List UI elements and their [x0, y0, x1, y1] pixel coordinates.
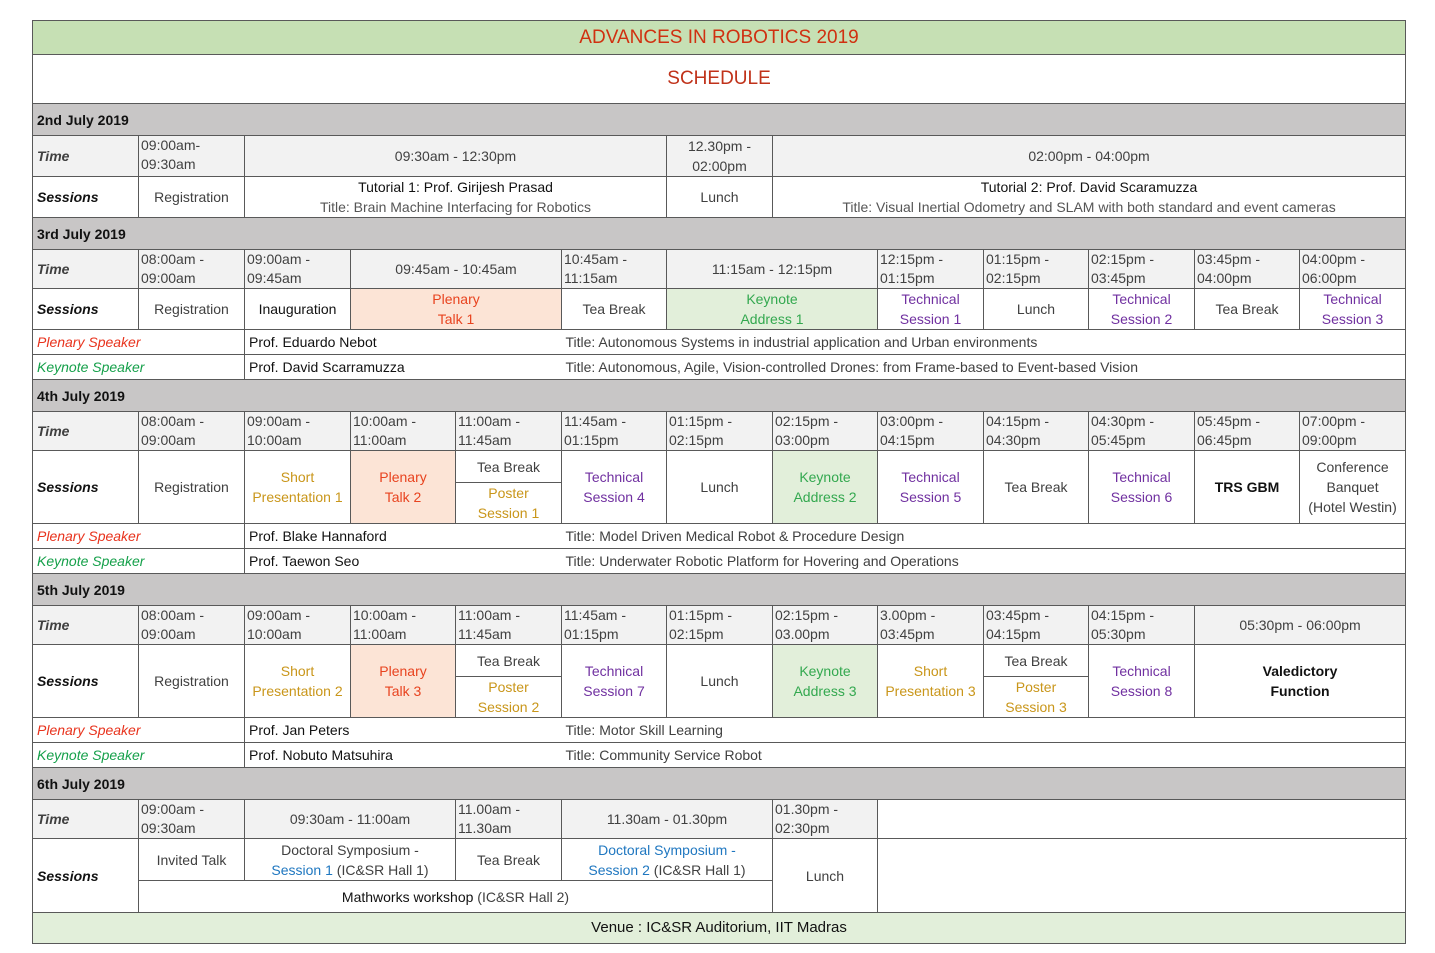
time-slot: 09:00am - 09:30am — [139, 800, 245, 839]
conference-title: ADVANCES IN ROBOTICS 2019 — [33, 21, 1406, 55]
tea-break-cell: Tea Break — [456, 451, 562, 483]
session-cell: Tea Break — [562, 289, 667, 330]
keynote-speaker-label: Keynote Speaker — [33, 549, 245, 574]
banquet-venue: (Hotel Westin) — [1308, 499, 1397, 515]
plenary-talk-title: Title: Autonomous Systems in industrial application and Urban environments — [562, 330, 1406, 355]
day-header: 6th July 2019 — [33, 768, 1406, 800]
empty-cell — [878, 839, 1406, 913]
session-cell: Registration — [139, 289, 245, 330]
hall-label: (IC&SR Hall 2) — [473, 888, 570, 905]
time-slot: 11.00am - 11.30am — [456, 800, 562, 839]
tea-break-cell: Tea Break — [456, 839, 562, 881]
workshop-label: Mathworks workshop — [341, 888, 474, 905]
time-slot: 12.30pm - 02:00pm — [667, 136, 773, 177]
sessions-label: Sessions — [33, 645, 139, 718]
session-cell: Lunch — [773, 839, 878, 913]
keynote-session-cell: Keynote Address 3 — [773, 645, 878, 718]
time-slot: 10:00am - 11:00am — [351, 412, 456, 451]
time-slot: 11.30am - 01.30pm — [562, 800, 773, 839]
banquet-cell — [1300, 451, 1406, 524]
time-slot: 09:30am - 12:30pm — [245, 136, 667, 177]
plenary-speaker-name: Prof. Blake Hannaford — [245, 524, 562, 549]
plenary-speaker-label: Plenary Speaker — [33, 524, 245, 549]
tutorial-name: Tutorial 1: Prof. Girijesh Prasad — [358, 179, 553, 195]
session-cell: Tea Break — [1195, 289, 1300, 330]
doctoral-symposium-label: Doctoral Symposium - — [598, 841, 736, 858]
keynote-speaker-name: Prof. Nobuto Matsuhira — [245, 743, 562, 768]
plenary-speaker-label: Plenary Speaker — [33, 330, 245, 355]
time-slot: 04:15pm - 05:30pm — [1089, 606, 1195, 645]
time-label: Time — [33, 250, 139, 289]
technical-session-cell: Technical Session 7 — [562, 645, 667, 718]
schedule-heading: SCHEDULE — [33, 55, 1406, 104]
time-slot: 02:15pm - 03.00pm — [773, 606, 878, 645]
venue-footer: Venue : IC&SR Auditorium, IIT Madras — [33, 913, 1406, 944]
time-slot: 01:15pm - 02:15pm — [667, 606, 773, 645]
tutorial-title: Title: Brain Machine Interfacing for Robotics — [319, 199, 592, 215]
empty-cell — [878, 800, 1406, 839]
time-slot: 02:15pm - 03:45pm — [1089, 250, 1195, 289]
time-slot: 11:15am - 12:15pm — [667, 250, 878, 289]
technical-session-cell: Technical Session 4 — [562, 451, 667, 524]
keynote-speaker-label: Keynote Speaker — [33, 743, 245, 768]
session-cell: Registration — [139, 645, 245, 718]
time-slot: 02:00pm - 04:00pm — [773, 136, 1406, 177]
keynote-talk-title: Title: Community Service Robot — [562, 743, 1406, 768]
schedule-table — [32, 20, 1406, 944]
technical-session-cell: Technical Session 3 — [1300, 289, 1406, 330]
time-slot: 01:15pm - 02:15pm — [984, 250, 1089, 289]
time-slot: 11:45am - 01:15pm — [562, 606, 667, 645]
keynote-speaker-name: Prof. Taewon Seo — [245, 549, 562, 574]
hall-label: (IC&SR Hall 1) — [332, 861, 429, 878]
session-cell: Lunch — [667, 451, 773, 524]
session-cell: Inauguration — [245, 289, 351, 330]
keynote-talk-title: Title: Underwater Robotic Platform for Hovering and Operations — [562, 549, 1406, 574]
trs-gbm-cell: TRS GBM — [1195, 451, 1300, 524]
short-presentation-cell: Short Presentation 2 — [245, 645, 351, 718]
mathworks-workshop-cell — [139, 881, 773, 913]
time-label: Time — [33, 606, 139, 645]
technical-session-cell: Technical Session 1 — [878, 289, 984, 330]
time-slot: 03:00pm - 04:15pm — [878, 412, 984, 451]
short-presentation-cell: Short Presentation 1 — [245, 451, 351, 524]
day-header: 5th July 2019 — [33, 574, 1406, 606]
session-cell: Tea Break — [984, 451, 1089, 524]
tutorial-name: Tutorial 2: Prof. David Scaramuzza — [980, 179, 1198, 195]
time-slot: 11:45am - 01:15pm — [562, 412, 667, 451]
time-slot: 04:30pm - 05:45pm — [1089, 412, 1195, 451]
tea-break-cell: Tea Break — [984, 645, 1089, 677]
tutorial-1-cell — [245, 177, 667, 218]
plenary-speaker-name: Prof. Eduardo Nebot — [245, 330, 562, 355]
session-cell: Invited Talk — [139, 839, 245, 881]
time-slot: 11:00am - 11:45am — [456, 606, 562, 645]
time-slot: 04:00pm - 06:00pm — [1300, 250, 1406, 289]
technical-session-cell: Technical Session 8 — [1089, 645, 1195, 718]
poster-session-cell: Poster Session 3 — [984, 677, 1089, 718]
day-header: 3rd July 2019 — [33, 218, 1406, 250]
doctoral-session-2-cell — [562, 839, 773, 881]
time-slot: 03:45pm - 04:15pm — [984, 606, 1089, 645]
plenary-talk-title: Title: Motor Skill Learning — [562, 718, 1406, 743]
plenary-session-cell: Plenary Talk 3 — [351, 645, 456, 718]
valedictory-cell: Valedictory Function — [1195, 645, 1406, 718]
keynote-talk-title: Title: Autonomous, Agile, Vision-controlled Drones: from Frame-based to Event-based Vision — [562, 355, 1406, 380]
poster-session-cell: Poster Session 2 — [456, 677, 562, 718]
time-slot: 09:00am- 09:30am — [139, 136, 245, 177]
time-label: Time — [33, 412, 139, 451]
poster-session-cell: Poster Session 1 — [456, 483, 562, 524]
tutorial-2-cell — [773, 177, 1406, 218]
plenary-session-cell: Plenary Talk 1 — [351, 289, 562, 330]
time-slot: 10:45am - 11:15am — [562, 250, 667, 289]
time-slot: 09:30am - 11:00am — [245, 800, 456, 839]
doctoral-session-label: Session 2 — [588, 861, 650, 878]
time-slot: 07:00pm - 09:00pm — [1300, 412, 1406, 451]
plenary-speaker-name: Prof. Jan Peters — [245, 718, 562, 743]
time-slot: 03:45pm - 04:00pm — [1195, 250, 1300, 289]
plenary-session-cell: Plenary Talk 2 — [351, 451, 456, 524]
technical-session-cell: Technical Session 6 — [1089, 451, 1195, 524]
time-slot: 08:00am - 09:00am — [139, 250, 245, 289]
time-slot: 01:15pm - 02:15pm — [667, 412, 773, 451]
tea-break-cell: Tea Break — [456, 645, 562, 677]
day-header: 4th July 2019 — [33, 380, 1406, 412]
keynote-session-cell: Keynote Address 2 — [773, 451, 878, 524]
time-slot: 10:00am - 11:00am — [351, 606, 456, 645]
plenary-speaker-label: Plenary Speaker — [33, 718, 245, 743]
sessions-label: Sessions — [33, 289, 139, 330]
keynote-session-cell: Keynote Address 1 — [667, 289, 878, 330]
time-label: Time — [33, 800, 139, 839]
time-slot: 08:00am - 09:00am — [139, 606, 245, 645]
time-slot: 04:15pm - 04:30pm — [984, 412, 1089, 451]
time-slot: 11:00am - 11:45am — [456, 412, 562, 451]
sessions-label: Sessions — [33, 177, 139, 218]
time-slot: 05:30pm - 06:00pm — [1195, 606, 1406, 645]
sessions-label: Sessions — [33, 839, 139, 913]
time-slot: 08:00am - 09:00am — [139, 412, 245, 451]
short-presentation-cell: Short Presentation 3 — [878, 645, 984, 718]
banquet-label: Conference Banquet — [1316, 459, 1389, 495]
time-slot: 01.30pm - 02:30pm — [773, 800, 878, 839]
session-cell: Registration — [139, 177, 245, 218]
time-slot: 12:15pm - 01:15pm — [878, 250, 984, 289]
plenary-talk-title: Title: Model Driven Medical Robot & Procedure Design — [562, 524, 1406, 549]
time-slot: 09:00am - 09:45am — [245, 250, 351, 289]
time-slot: 3.00pm - 03:45pm — [878, 606, 984, 645]
keynote-speaker-name: Prof. David Scarramuzza — [245, 355, 562, 380]
doctoral-session-label: Session 1 — [271, 861, 333, 878]
session-cell: Lunch — [667, 177, 773, 218]
time-slot: 09:00am - 10:00am — [245, 412, 351, 451]
session-cell: Lunch — [667, 645, 773, 718]
doctoral-symposium-label: Doctoral Symposium - — [281, 841, 419, 858]
session-cell: Lunch — [984, 289, 1089, 330]
technical-session-cell: Technical Session 5 — [878, 451, 984, 524]
time-slot: 09:45am - 10:45am — [351, 250, 562, 289]
doctoral-session-1-cell — [245, 839, 456, 881]
tutorial-title: Title: Visual Inertial Odometry and SLAM with both standard and event cameras — [842, 199, 1336, 215]
time-slot: 09:00am - 10:00am — [245, 606, 351, 645]
time-slot: 02:15pm - 03:00pm — [773, 412, 878, 451]
day-header: 2nd July 2019 — [33, 104, 1406, 136]
session-cell: Registration — [139, 451, 245, 524]
hall-label: (IC&SR Hall 1) — [649, 861, 746, 878]
technical-session-cell: Technical Session 2 — [1089, 289, 1195, 330]
sessions-label: Sessions — [33, 451, 139, 524]
keynote-speaker-label: Keynote Speaker — [33, 355, 245, 380]
time-label: Time — [33, 136, 139, 177]
time-slot: 05:45pm - 06:45pm — [1195, 412, 1300, 451]
